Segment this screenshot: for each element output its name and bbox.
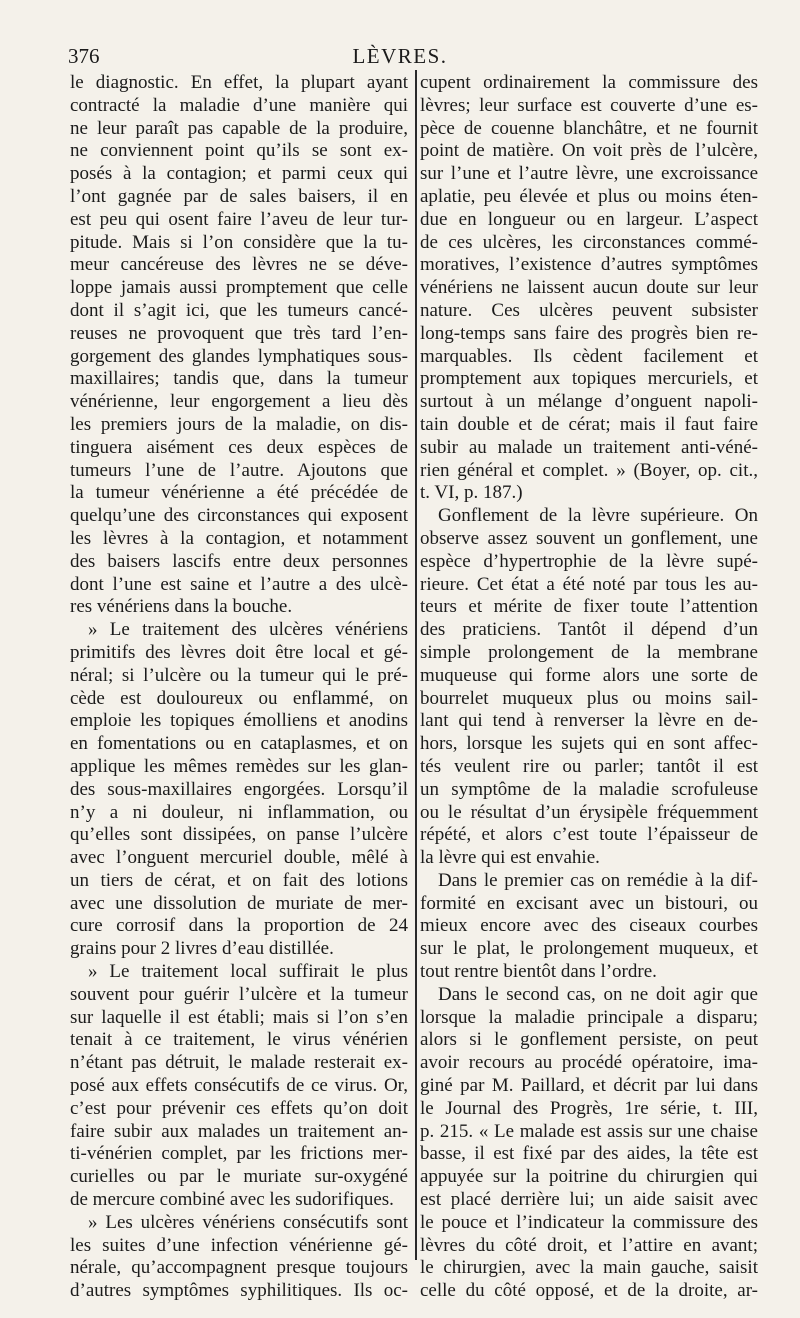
text-line: des sous-maxillaires engorgées. Lorsqu’il — [70, 778, 408, 800]
text-line: avoir recours au procédé opératoire, ima- — [420, 1052, 758, 1074]
text-line: posés à la contagion; et parmi ceux qui — [70, 163, 408, 185]
text-line: le diagnostic. En effet, la plupart ayant — [70, 72, 408, 93]
text-line: » Le traitement local suffirait le plus — [88, 961, 408, 983]
text-line: lèvres du côté droit, et l’attire en avant; — [420, 1234, 758, 1256]
text-line: emploie les topiques émolliens et anodins — [70, 710, 408, 732]
text-line: vénériens ne laissent aucun doute sur leur — [420, 277, 758, 299]
text-line: n’y a ni douleur, ni inflammation, ou — [70, 801, 408, 823]
text-line: gorgement des glandes lymphatiques sous- — [70, 345, 408, 367]
text-line: espèce d’hypertrophie de la lèvre supé- — [420, 550, 758, 572]
text-line: marquables. Ils cèdent facilement et — [420, 345, 758, 367]
right-column — [420, 72, 758, 1303]
text-line: souvent pour guérir l’ulcère et la tumeur — [70, 983, 408, 1005]
text-line: avec l’onguent mercuriel double, mêlé à — [70, 847, 408, 869]
text-line: Dans le premier cas on remédie à la dif- — [438, 869, 758, 891]
text-line: formité en excisant avec un bistouri, ou — [420, 892, 758, 914]
text-line: avec une dissolution de muriate de mer- — [70, 892, 408, 914]
text-line: sur l’une et l’autre lèvre, une excroissance — [420, 163, 758, 185]
text-line: pitude. Mais si l’on considère que la tu- — [70, 231, 408, 253]
text-line: appuyée sur la poitrine du chirurgien qui — [420, 1166, 758, 1188]
text-line: t. VI, p. 187.) — [420, 482, 523, 504]
text-line: subir au malade un traitement anti-véné- — [420, 436, 758, 458]
text-line: vénérienne, leur engorgement a lieu dès — [70, 391, 408, 413]
text-line: tout rentre bientôt dans l’ordre. — [420, 961, 657, 983]
text-line: aplatie, peu élevée et plus ou moins éten- — [420, 185, 758, 207]
text-line: observe assez souvent un gonflement, une — [420, 527, 758, 549]
text-line: lorsque la maladie principale a disparu; — [420, 1006, 758, 1028]
text-line: d’autres symptômes syphilitiques. Ils oc- — [70, 1280, 408, 1302]
text-line: un tiers de cérat, et on fait des lotions — [70, 869, 408, 891]
text-line: long-temps sans faire des progrès bien re- — [420, 322, 758, 344]
text-line: rieure. Cet état a été noté par tous les au- — [420, 573, 758, 595]
text-line: des baisers lascifs entre deux personnes — [70, 550, 408, 572]
column-rule — [415, 70, 417, 1260]
text-line: hors, lorsque les sujets qui en sont affec- — [420, 733, 758, 755]
text-line: est peu qui osent faire l’aveu de leur tur- — [70, 208, 408, 230]
text-line: la lèvre qui est envahie. — [420, 847, 600, 869]
text-line: tés veulent rire ou parler; tantôt il est — [420, 755, 758, 777]
text-line: le Journal des Progrès, 1re série, t. III, — [420, 1097, 758, 1119]
text-line: surtout à un mélange d’onguent napoli- — [420, 391, 758, 413]
text-line: p. 215. « Le malade est assis sur une chaise — [420, 1120, 758, 1142]
text-line: quelqu’une des circonstances qui exposent — [70, 505, 408, 527]
text-line: meur cancéreuse des lèvres ne se déve- — [70, 254, 408, 276]
text-line: de mercure combiné avec les sudorifiques. — [70, 1189, 394, 1211]
text-line: tain double et de cérat; mais il faut faire — [420, 413, 758, 435]
text-line: un symptôme de la maladie scrofuleuse — [420, 778, 758, 800]
text-line: ne leur paraît pas capable de la produire, — [70, 117, 408, 139]
text-line: en fomentations ou en cataplasmes, et on — [70, 733, 408, 755]
text-line: dont il s’agit ici, que les tumeurs cancé- — [70, 299, 408, 321]
text-line: rien général et complet. » (Boyer, op. cit., — [420, 459, 758, 481]
text-line: bourrelet muqueux plus ou moins sail- — [420, 687, 758, 709]
text-line: nature. Ces ulcères peuvent subsister — [420, 299, 758, 321]
text-line: due en longueur ou en largeur. L’aspect — [420, 208, 758, 230]
text-line: alors si le gonflement persiste, on peut — [420, 1029, 758, 1051]
text-line: applique les mêmes remèdes sur les glan- — [70, 755, 408, 777]
text-line: celle du côté opposé, et de la droite, ar- — [420, 1280, 758, 1302]
text-line: les suites d’une infection vénérienne gé- — [70, 1234, 408, 1256]
text-line: basse, il est fixé par des aides, la tête est — [420, 1143, 758, 1165]
text-line: contracté la maladie d’une manière qui — [70, 94, 408, 116]
text-line: le pouce et l’indicateur la commissure des — [420, 1211, 758, 1233]
text-line: » Le traitement des ulcères vénériens — [88, 619, 408, 641]
text-line: cure corrosif dans la proportion de 24 — [70, 915, 408, 937]
text-line: est placé derrière lui; un aide saisit avec — [420, 1189, 758, 1211]
text-line: ne conviennent point qu’ils se sont ex- — [70, 140, 408, 162]
running-head: LÈVRES. — [352, 44, 448, 68]
text-line: Dans le second cas, on ne doit agir que — [438, 983, 758, 1005]
text-line: tinguera aisément ces deux espèces de — [70, 436, 408, 458]
text-line: le chirurgien, avec la main gauche, saisit — [420, 1257, 758, 1279]
left-column — [70, 72, 408, 1303]
text-line: c’est pour prévenir ces effets qu’on doit — [70, 1097, 408, 1119]
text-line: lant qui tend à renverser la lèvre en de- — [420, 710, 758, 732]
text-line: simple prolongement de la membrane — [420, 641, 758, 663]
text-line: des praticiens. Tantôt il dépend d’un — [420, 619, 758, 641]
text-line: sur le plat, le prolongement muqueux, et — [420, 938, 758, 960]
text-line: la tumeur vénérienne a été précédée de — [70, 482, 408, 504]
text-line: posé aux effets consécutifs de ce virus. Or, — [70, 1075, 408, 1097]
text-line: de ces ulcères, les circonstances commé- — [420, 231, 758, 253]
text-line: reuses ne provoquent que très tard l’en- — [70, 322, 408, 344]
text-line: ou le résultat d’un érysipèle fréquemment — [420, 801, 758, 823]
text-line: nérale, qu’accompagnent presque toujours — [70, 1257, 408, 1279]
text-line: répété, et alors c’est toute l’épaisseur de — [420, 824, 758, 846]
text-line: promptement aux topiques mercuriels, et — [420, 368, 758, 390]
text-line: tumeurs l’une de l’autre. Ajoutons que — [70, 459, 408, 481]
text-line: mieux encore avec des ciseaux courbes — [420, 915, 758, 937]
text-line: cupent ordinairement la commissure des — [420, 72, 758, 93]
text-line: res vénériens dans la bouche. — [70, 596, 293, 618]
text-line: moratives, l’existence d’autres symptômes — [420, 254, 758, 276]
text-line: loppe jamais aussi promptement que celle — [70, 277, 408, 299]
text-line: dont l’une est saine et l’autre a des ulcè- — [70, 573, 408, 595]
text-line: lèvres; leur surface est couverte d’une es- — [420, 94, 758, 116]
text-line: Gonflement de la lèvre supérieure. On — [438, 505, 758, 527]
text-line: muqueuse qui forme alors une sorte de — [420, 664, 758, 686]
text-line: les premiers jours de la maladie, on dis- — [70, 413, 408, 435]
text-line: l’ont gagnée par de sales baisers, il en — [70, 185, 408, 207]
text-line: les lèvres à la contagion, et notamment — [70, 527, 408, 549]
text-line: giné par M. Paillard, et décrit par lui dans — [420, 1075, 758, 1097]
text-line: n’étant pas détruit, le malade resterait ex- — [70, 1052, 408, 1074]
text-line: tenait à ce traitement, le virus vénérien — [70, 1029, 408, 1051]
text-line: néral; si l’ulcère ou la tumeur qui le pré- — [70, 664, 408, 686]
page-number: 376 — [68, 44, 100, 68]
text-line: maxillaires; tandis que, dans la tumeur — [70, 368, 408, 390]
text-line: primitifs des lèvres doit être local et gé- — [70, 641, 408, 663]
text-line: ti-vénérien complet, par les frictions mer- — [70, 1143, 408, 1165]
text-line: qu’elles sont dissipées, on panse l’ulcère — [70, 824, 408, 846]
text-line: sur laquelle il est établi; mais si l’on s’en — [70, 1006, 408, 1028]
text-line: cède est douloureux ou enflammé, on — [70, 687, 408, 709]
text-line: pèce de couenne blanchâtre, et ne fournit — [420, 117, 758, 139]
text-line: grains pour 2 livres d’eau distillée. — [70, 938, 334, 960]
text-line: » Les ulcères vénériens consécutifs sont — [88, 1211, 408, 1233]
text-line: teurs et mérite de fixer toute l’attention — [420, 596, 758, 618]
text-line: point de matière. On voit près de l’ulcère, — [420, 140, 758, 162]
text-line: faire subir aux malades un traitement an- — [70, 1120, 408, 1142]
text-line: curielles ou par le muriate sur-oxygéné — [70, 1166, 408, 1188]
